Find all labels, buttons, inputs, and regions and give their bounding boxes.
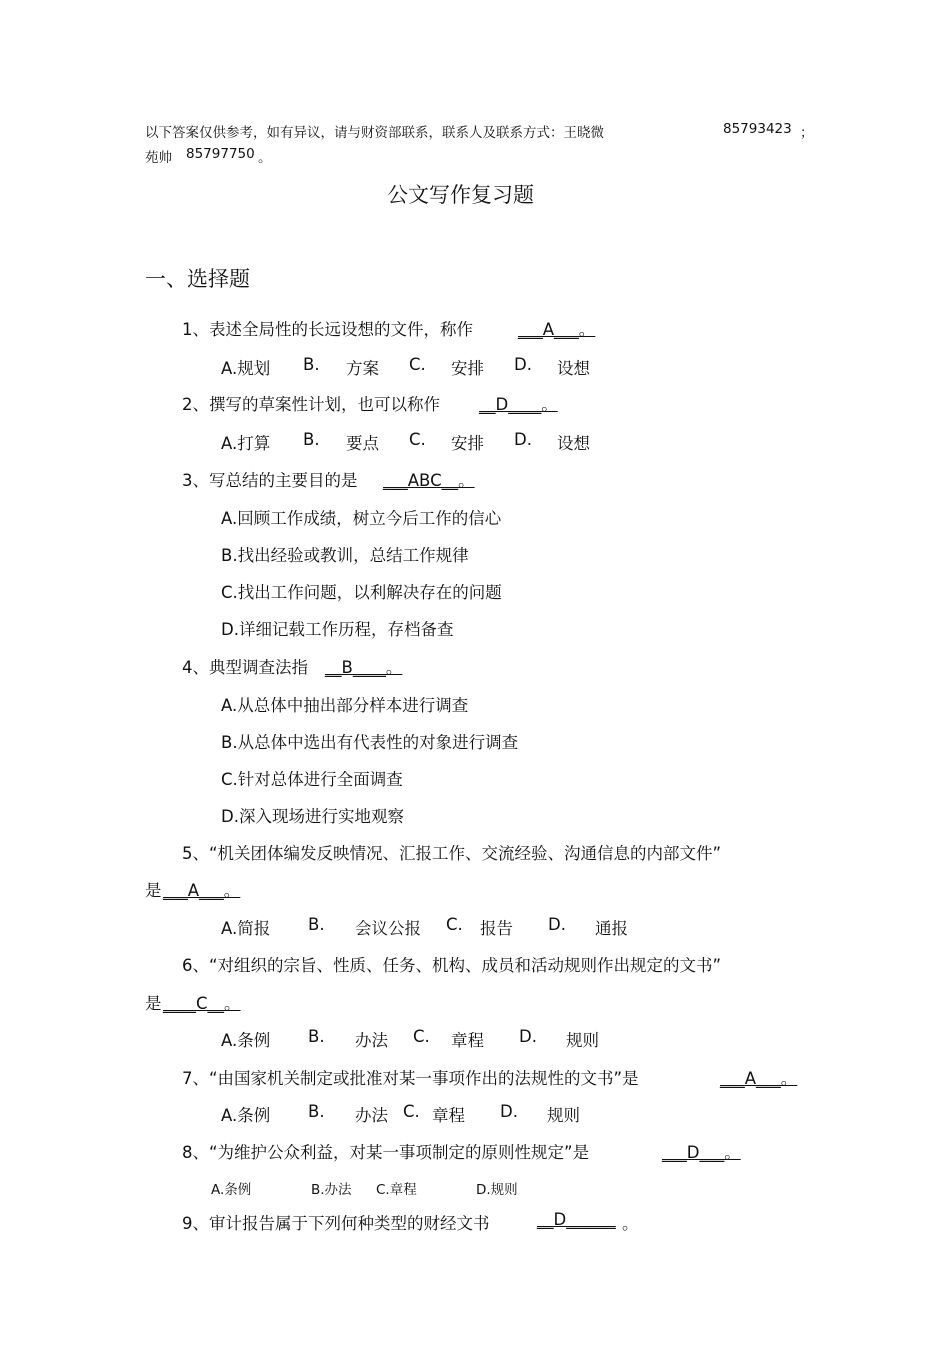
q7-option-c-letter: C. xyxy=(403,1102,420,1121)
q2-option-d: 设想 xyxy=(557,434,590,453)
q3-option-c: C.找出工作问题，以利解决存在的问题 xyxy=(221,583,502,602)
q4-option-b: B.从总体中选出有代表性的对象进行调查 xyxy=(221,733,519,752)
question-6-cont: 是 xyxy=(145,994,162,1013)
section-title: 一、选择题 xyxy=(145,267,250,291)
q2-option-c: 安排 xyxy=(451,434,484,453)
question-3-text: 3、写总结的主要目的是 xyxy=(182,471,358,490)
note-line2-name: 苑帅 xyxy=(145,150,172,166)
q5-option-b: 会议公报 xyxy=(355,919,421,938)
question-3-answer: ___ABC__。 xyxy=(383,471,475,490)
q2-option-c-letter: C. xyxy=(409,430,426,449)
q2-option-b: 要点 xyxy=(346,434,379,453)
q5-option-d-letter: D. xyxy=(548,915,566,934)
q8-option-b: B.办法 xyxy=(311,1182,352,1198)
question-7-answer: ___A___。 xyxy=(720,1069,798,1088)
q5-option-d: 通报 xyxy=(595,919,628,938)
q1-option-c-letter: C. xyxy=(409,355,426,374)
q2-option-d-letter: D. xyxy=(514,430,532,449)
question-1-text: 1、表述全局性的长远设想的文件，称作 xyxy=(182,320,473,339)
q1-option-b: 方案 xyxy=(346,359,379,378)
question-9-end: 。 xyxy=(622,1214,639,1233)
q7-option-d-letter: D. xyxy=(500,1102,518,1121)
q3-option-d: D.详细记载工作历程，存档备查 xyxy=(221,620,454,639)
question-8-text: 8、“为维护公众利益，对某一事项制定的原则性规定”是 xyxy=(182,1143,590,1162)
q4-option-a: A.从总体中抽出部分样本进行调查 xyxy=(221,696,469,715)
question-5-answer: ___A___。 xyxy=(163,881,241,900)
note-line1-sep: ； xyxy=(800,125,814,141)
q7-option-b: 办法 xyxy=(355,1106,388,1125)
q1-option-c: 安排 xyxy=(451,359,484,378)
question-5-cont: 是 xyxy=(145,881,162,900)
q7-option-c: 章程 xyxy=(432,1106,465,1125)
q5-option-b-letter: B. xyxy=(308,915,325,934)
question-4-answer: __B____。 xyxy=(325,658,403,677)
question-9-text: 9、审计报告属于下列何种类型的财经文书 xyxy=(182,1214,490,1233)
question-2-answer: __D____。 xyxy=(479,395,558,414)
q5-option-c: 报告 xyxy=(480,919,513,938)
q6-option-c-letter: C. xyxy=(413,1027,430,1046)
note-line1-phone: 85793423 xyxy=(723,121,792,137)
q8-option-c: C.章程 xyxy=(376,1182,417,1198)
q4-option-c: C.针对总体进行全面调查 xyxy=(221,770,403,789)
note-line1-text: 以下答案仅供参考，如有异议，请与财资部联系，联系人及联系方式：王晓微 xyxy=(145,125,604,141)
q7-option-a: A.条例 xyxy=(221,1106,271,1125)
page-title: 公文写作复习题 xyxy=(387,183,534,207)
q1-option-d-letter: D. xyxy=(514,355,532,374)
q3-option-b: B.找出经验或教训，总结工作规律 xyxy=(221,546,469,565)
q1-option-a: A.规划 xyxy=(221,359,271,378)
question-6-answer: ____C__。 xyxy=(163,994,241,1013)
question-4-text: 4、典型调查法指 xyxy=(182,658,308,677)
question-7-text: 7、“由国家机关制定或批准对某一事项作出的法规性的文书”是 xyxy=(182,1069,639,1088)
q8-option-d: D.规则 xyxy=(476,1182,518,1198)
q6-option-c: 章程 xyxy=(451,1031,484,1050)
q7-option-d: 规则 xyxy=(547,1106,580,1125)
q8-option-a: A.条例 xyxy=(211,1182,252,1198)
question-1-answer: ___A___。 xyxy=(518,320,596,339)
q1-option-d: 设想 xyxy=(557,359,590,378)
q5-option-c-letter: C. xyxy=(446,915,463,934)
q7-option-b-letter: B. xyxy=(308,1102,325,1121)
q4-option-d: D.深入现场进行实地观察 xyxy=(221,807,404,826)
q5-option-a: A.简报 xyxy=(221,919,271,938)
q6-option-a: A.条例 xyxy=(221,1031,271,1050)
q2-option-a: A.打算 xyxy=(221,434,271,453)
q1-option-b-letter: B. xyxy=(303,355,320,374)
question-5-text: 5、“机关团体编发反映情况、汇报工作、交流经验、沟通信息的内部文件” xyxy=(182,844,722,863)
question-8-answer: ___D___。 xyxy=(662,1143,741,1162)
q3-option-a: A.回顾工作成绩，树立今后工作的信心 xyxy=(221,509,502,528)
q6-option-b-letter: B. xyxy=(308,1027,325,1046)
note-line2-end: 。 xyxy=(258,150,272,166)
q6-option-d-letter: D. xyxy=(519,1027,537,1046)
question-2-text: 2、撰写的草案性计划，也可以称作 xyxy=(182,395,440,414)
note-line2-phone: 85797750 xyxy=(186,146,255,162)
question-6-text: 6、“对组织的宗旨、性质、任务、机构、成员和活动规则作出规定的文书” xyxy=(182,956,722,975)
q2-option-b-letter: B. xyxy=(303,430,320,449)
q6-option-d: 规则 xyxy=(566,1031,599,1050)
q6-option-b: 办法 xyxy=(355,1031,388,1050)
question-9-answer: __D______ xyxy=(537,1210,616,1229)
